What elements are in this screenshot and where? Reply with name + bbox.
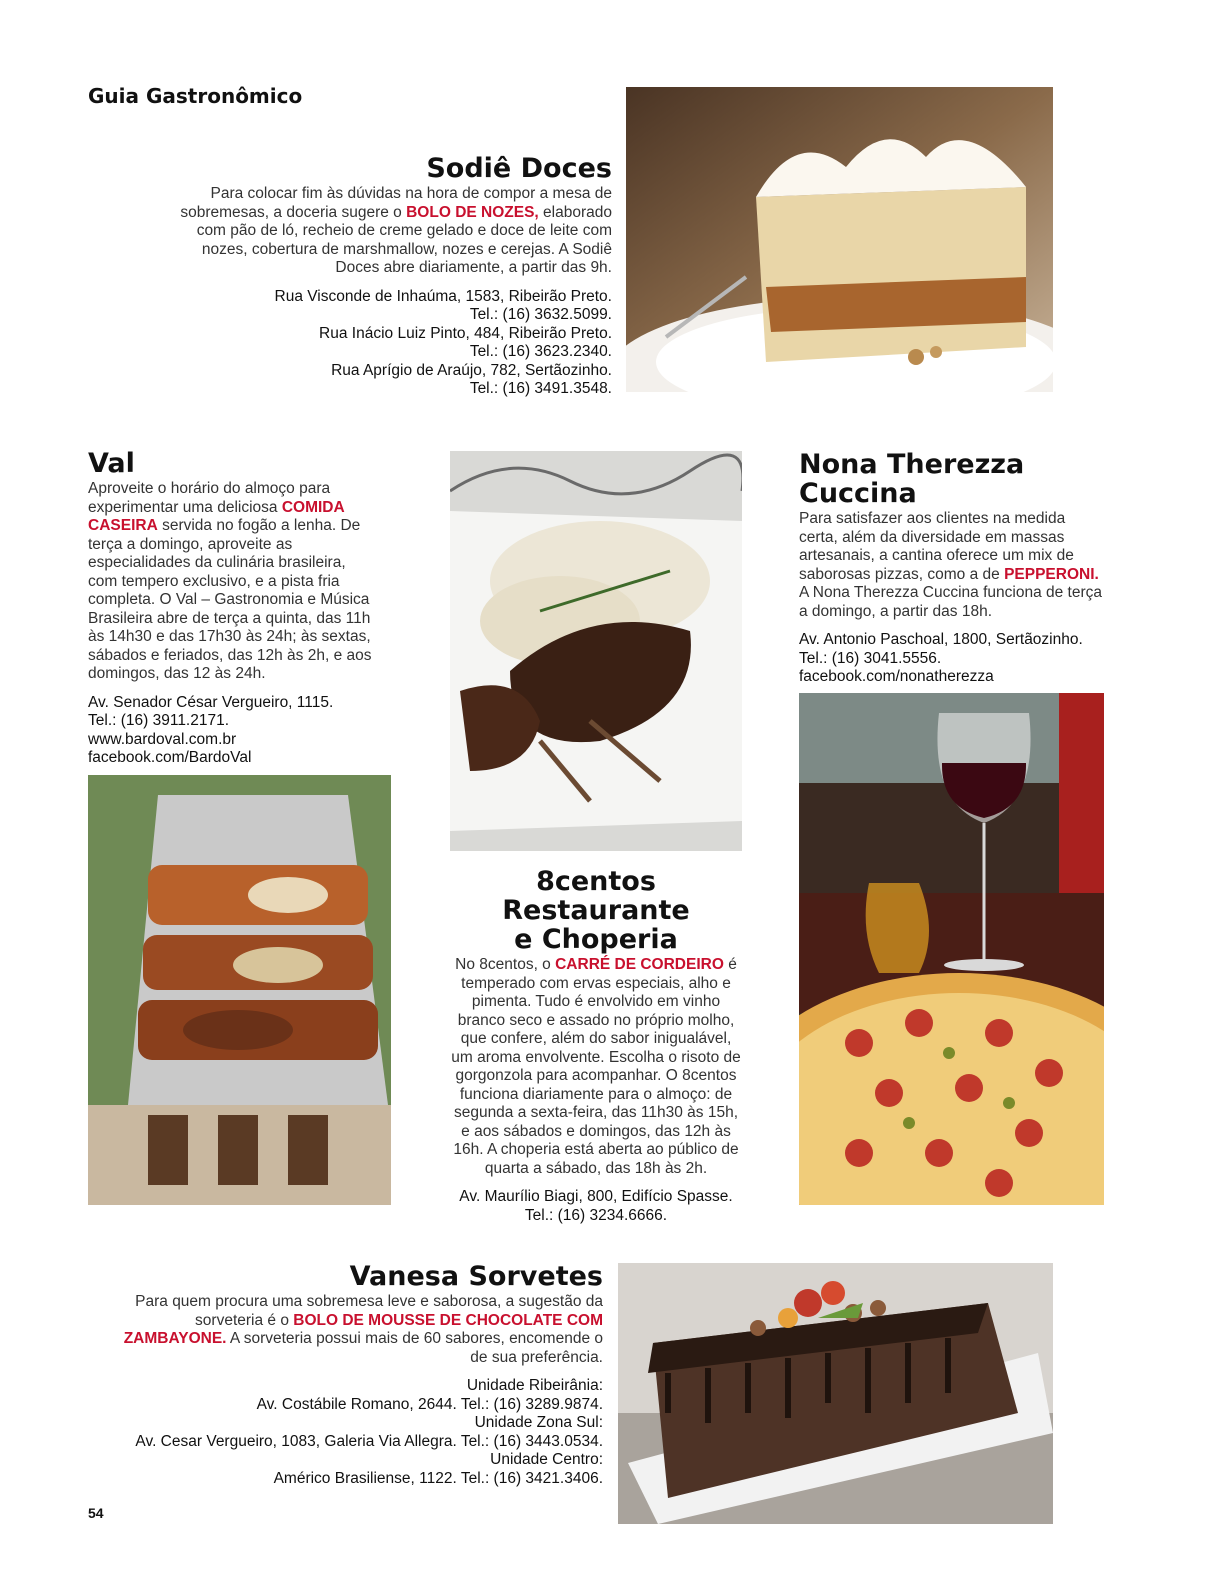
nona-title: Nona Therezza Cuccina: [799, 449, 1025, 509]
oitocentos-lamb-photo: [450, 451, 742, 851]
vanesa-article: [110, 1262, 603, 1488]
nona-pizza-photo: [799, 693, 1104, 1205]
sodie-address: Rua Visconde de Inhaúma, 1583, Ribeirão Preto. Tel.: (16) 3632.5099. Rua Inácio Luiz Pinto, 484, Ribeirão Preto. Tel.: (16) 3623.2340. Rua Aprígio de Araújo, 782, Sertãozinho. Tel.: (16) 3491.3548.: [274, 287, 612, 397]
vanesa-description: Para quem procura uma sobremesa leve e saborosa, a sugestão da sorveteria é o BOLO DE MOUSSE DE CHOCOLATE COM ZAMBAYONE. A sorveteria possui mais de 60 sabores, encomende o de sua preferência.: [123, 1293, 603, 1366]
oitocentos-highlight: CARRÉ DE CORDEIRO: [555, 956, 724, 973]
vanesa-cake-photo: [618, 1263, 1053, 1524]
section-header: Guia Gastronômico: [88, 84, 303, 108]
val-description: Aproveite o horário do almoço para experimentar uma deliciosa COMIDA CASEIRA servida no fogão a lenha. De terça a domingo, aproveite as especialidades da culinária brasileira, com tempero exclusivo, e a pista fria completa. O Val – Gastronomia e Música Brasileira abre de terça a quinta, das 11h às 14h30 e das 17h30 às 24h; às sextas, sábados e feriados, das 12h às 2h, e aos domingos, das 12 às 24h.: [88, 480, 372, 682]
vanesa-title: Vanesa Sorvetes: [349, 1261, 603, 1292]
oitocentos-title: 8centos Restaurante e Choperia: [502, 866, 690, 955]
vanesa-highlight: BOLO DE MOUSSE DE CHOCOLATE COM ZAMBAYONE.: [123, 1311, 603, 1347]
sodie-cake-photo: [626, 87, 1053, 392]
val-buffet-photo: [88, 775, 391, 1205]
nona-highlight: PEPPERONI.: [1004, 565, 1099, 583]
sodie-title: Sodiê Doces: [426, 153, 612, 184]
nona-article: [799, 450, 1104, 687]
val-facebook-link[interactable]: facebook.com/BardoVal: [88, 749, 252, 766]
nona-facebook-link[interactable]: facebook.com/nonatherezza: [799, 668, 994, 685]
sodie-highlight: BOLO DE NOZES,: [406, 203, 539, 221]
page-number: 54: [88, 1505, 104, 1521]
oitocentos-article: [448, 867, 744, 1225]
nona-description: Para satisfazer aos clientes na medida certa, além da diversidade em massas artesanais, a cantina oferece um mix de saborosas pizzas, como a de PEPPERONI. A Nona Therezza Cuccina funciona de terça a domingo, a partir das 18h.: [799, 510, 1103, 620]
sodie-description: Para colocar fim às dúvidas na hora de compor a mesa de sobremesas, a doceria sugere o BOLO DE NOZES, elaborado com pão de ló, recheio de creme gelado e doce de leite com nozes, cobertura de marshmallow, nozes e cerejas. A Sodiê Doces abre diariamente, a partir das 9h.: [180, 185, 612, 276]
val-website-link[interactable]: www.bardoval.com.br: [88, 730, 237, 748]
oitocentos-description: No 8centos, o CARRÉ DE CORDEIRO é temperado com ervas especiais, alho e pimenta. Tudo é envolvido em vinho branco seco e assado no próprio molho, que confere, além do sabor inigualável, um aroma envolvente. Escolha o risoto de gorgonzola para acompanhar. O 8centos funciona diariamente para o almoço: de segunda a sexta-feira, das 11h30 às 15h, e aos sábados e domingos, das 12h às 16h. A choperia está aberta ao público de quarta a sábado, das 18h às 2h.: [451, 956, 741, 1177]
sodie-article: [175, 154, 612, 399]
nona-address: Av. Antonio Paschoal, 1800, Sertãozinho. Tel.: (16) 3041.5556. facebook.com/nonatherezza: [799, 631, 1104, 687]
val-article: [88, 449, 378, 768]
vanesa-address: Unidade Ribeirânia: Av. Costábile Romano, 2644. Tel.: (16) 3289.9874. Unidade Zona Sul: Av. Cesar Vergueiro, 1083, Galeria Via Allegra. Tel.: (16) 3443.0534. Unidade Centro: Américo Brasiliense, 1122. Tel.: (16) 3421.3406.: [135, 1377, 603, 1487]
val-address: Av. Senador César Vergueiro, 1115. Tel.: (16) 3911.2171. www.bardoval.com.br facebook.com/BardoVal: [88, 694, 378, 768]
oitocentos-address: Av. Maurílio Biagi, 800, Edifício Spasse. Tel.: (16) 3234.6666.: [459, 1188, 733, 1224]
val-highlight: COMIDA CASEIRA: [88, 498, 345, 534]
val-title: Val: [88, 448, 135, 479]
